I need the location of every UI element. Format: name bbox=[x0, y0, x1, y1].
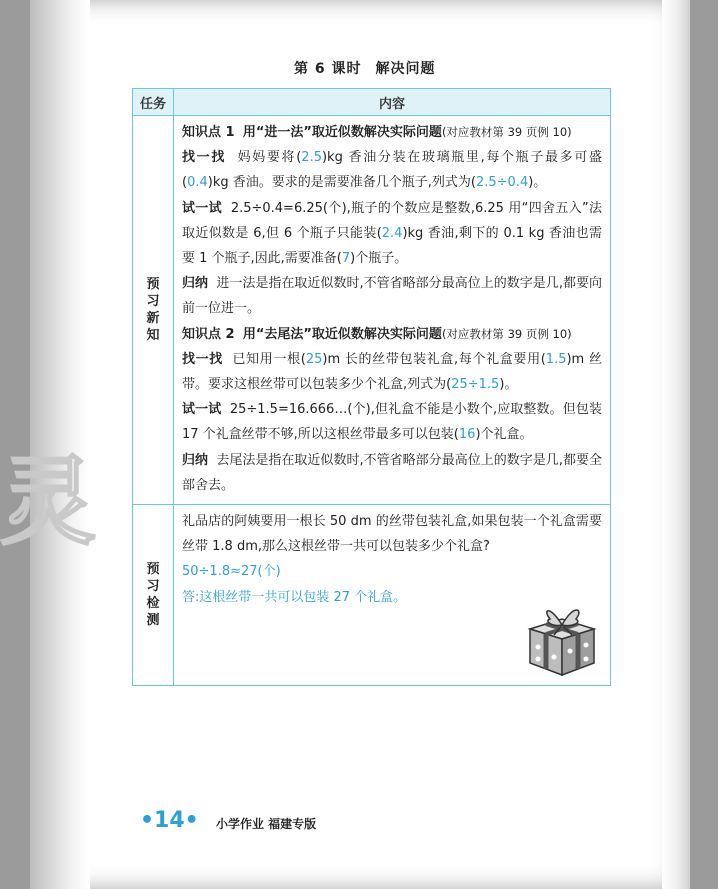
task-char: 预 bbox=[146, 277, 160, 293]
answer-fill: 2.4 bbox=[381, 225, 403, 241]
check-answer-equation: 50÷1.8≈27(个) bbox=[182, 564, 281, 580]
text: )kg 香油分装在玻璃瓶里,每个瓶子最多可盛( bbox=[182, 150, 602, 191]
answer-fill: 7 bbox=[341, 251, 351, 267]
check-question: 礼品店的阿姨要用一根长 50 dm 的丝带包装礼盒,如果包装一个礼盒需要丝带 1.8 dm,那么这根丝带一共可以包装多少个礼盒? bbox=[182, 514, 602, 555]
task-char: 检 bbox=[146, 596, 160, 612]
try-label: 试一试 bbox=[182, 200, 222, 216]
text: )kg 香油。要求的是需要准备几个瓶子,列式为( bbox=[207, 175, 476, 191]
text: )。 bbox=[528, 175, 547, 191]
try-2 bbox=[182, 397, 602, 447]
text: )kg 香油,剩下的 0.1 kg 香油也需要 1 个瓶子,因此,需要准备( bbox=[182, 225, 602, 267]
check-answer-sentence: 答:这根丝带一共可以包装 27 个礼盒。 bbox=[182, 589, 407, 605]
answer-fill: 25÷1.5 bbox=[451, 377, 500, 393]
find-label: 找一找 bbox=[182, 351, 223, 367]
answer-fill: 2.5 bbox=[301, 150, 322, 166]
summary-text: 进一法是指在取近似数时,不管省略部分最高位上的数字是几,都要向前一位进一。 bbox=[182, 276, 602, 317]
gift-box-illustration bbox=[520, 595, 604, 679]
task-label-check bbox=[133, 505, 174, 686]
section-check-row bbox=[133, 505, 611, 686]
task-label-preview bbox=[133, 116, 174, 505]
text: )m 长的丝带包装礼盒,每个礼盒要用( bbox=[322, 351, 546, 367]
task-char: 习 bbox=[146, 579, 160, 595]
answer-fill: 1.5 bbox=[545, 351, 567, 367]
summary-label: 归纳 bbox=[182, 452, 209, 468]
summary-1 bbox=[182, 271, 602, 321]
answer-fill: 16 bbox=[458, 427, 476, 443]
table-header-row bbox=[133, 89, 611, 116]
text: 已知用一根( bbox=[232, 351, 306, 367]
text: )。 bbox=[499, 377, 518, 393]
watermark-logo: 灵 bbox=[0, 446, 96, 558]
page-right-edge bbox=[662, 0, 690, 889]
task-char: 知 bbox=[146, 328, 160, 344]
lesson-table bbox=[132, 88, 611, 686]
page-fold-shadow bbox=[30, 0, 90, 889]
kp-reference: (对应教材第 39 页例 10) bbox=[441, 125, 572, 139]
kp-title: 用“进一法”取近似数解决实际问题 bbox=[242, 125, 442, 140]
summary-label: 归纳 bbox=[182, 276, 209, 292]
task-char: 新 bbox=[146, 311, 160, 327]
find-1 bbox=[182, 145, 602, 195]
try-label: 试一试 bbox=[182, 402, 222, 418]
answer-fill: 0.4 bbox=[187, 175, 208, 191]
summary-text: 去尾法是指在取近似数时,不管省略部分最高位上的数字是几,都要全部舍去。 bbox=[182, 452, 602, 493]
knowledge-point-1 bbox=[182, 120, 602, 145]
knowledge-point-2 bbox=[182, 322, 602, 347]
lesson-number: 第 6 课时 bbox=[294, 61, 362, 77]
content-preview bbox=[174, 116, 611, 505]
text: )m 丝带。要求这根丝带可以包装多少个礼盒,列式为( bbox=[182, 351, 602, 393]
lesson-title bbox=[294, 58, 436, 78]
task-char: 预 bbox=[146, 562, 160, 578]
lesson-topic: 解决问题 bbox=[375, 61, 436, 77]
answer-fill: 2.5÷0.4 bbox=[475, 175, 529, 191]
text: )个瓶子。 bbox=[350, 251, 408, 267]
text: 25÷1.5=16.666…(个),但礼盒不能是小数个,应取整数。但包装 17 个礼盒丝带不够,所以这根丝带最多可以包装( bbox=[182, 402, 602, 443]
header-content: 内容 bbox=[174, 89, 611, 116]
summary-2 bbox=[182, 448, 602, 498]
text: 2.5÷0.4=6.25(个),瓶子的个数应是整数,6.25 用“四舍五入”法取近似数是 6,但 6 个瓶子只能装( bbox=[182, 200, 602, 241]
find-label: 找一找 bbox=[182, 150, 226, 166]
find-2 bbox=[182, 347, 602, 397]
section-preview-row bbox=[133, 116, 611, 505]
kp-reference: (对应教材第 39 页例 10) bbox=[441, 326, 572, 341]
text: )个礼盒。 bbox=[475, 427, 533, 443]
kp-label: 知识点 2 bbox=[182, 326, 235, 342]
page-number: •14• bbox=[140, 808, 199, 833]
task-char: 习 bbox=[146, 294, 160, 310]
try-1 bbox=[182, 196, 602, 272]
kp-label: 知识点 1 bbox=[182, 125, 235, 140]
header-task: 任务 bbox=[133, 89, 174, 116]
footer-series: 小学作业 福建专版 bbox=[216, 817, 317, 831]
kp-title: 用“去尾法”取近似数解决实际问题 bbox=[242, 326, 442, 342]
answer-fill: 25 bbox=[305, 351, 323, 367]
content-check bbox=[174, 505, 611, 686]
task-char: 测 bbox=[146, 613, 160, 629]
text: 妈妈要将( bbox=[237, 150, 302, 166]
